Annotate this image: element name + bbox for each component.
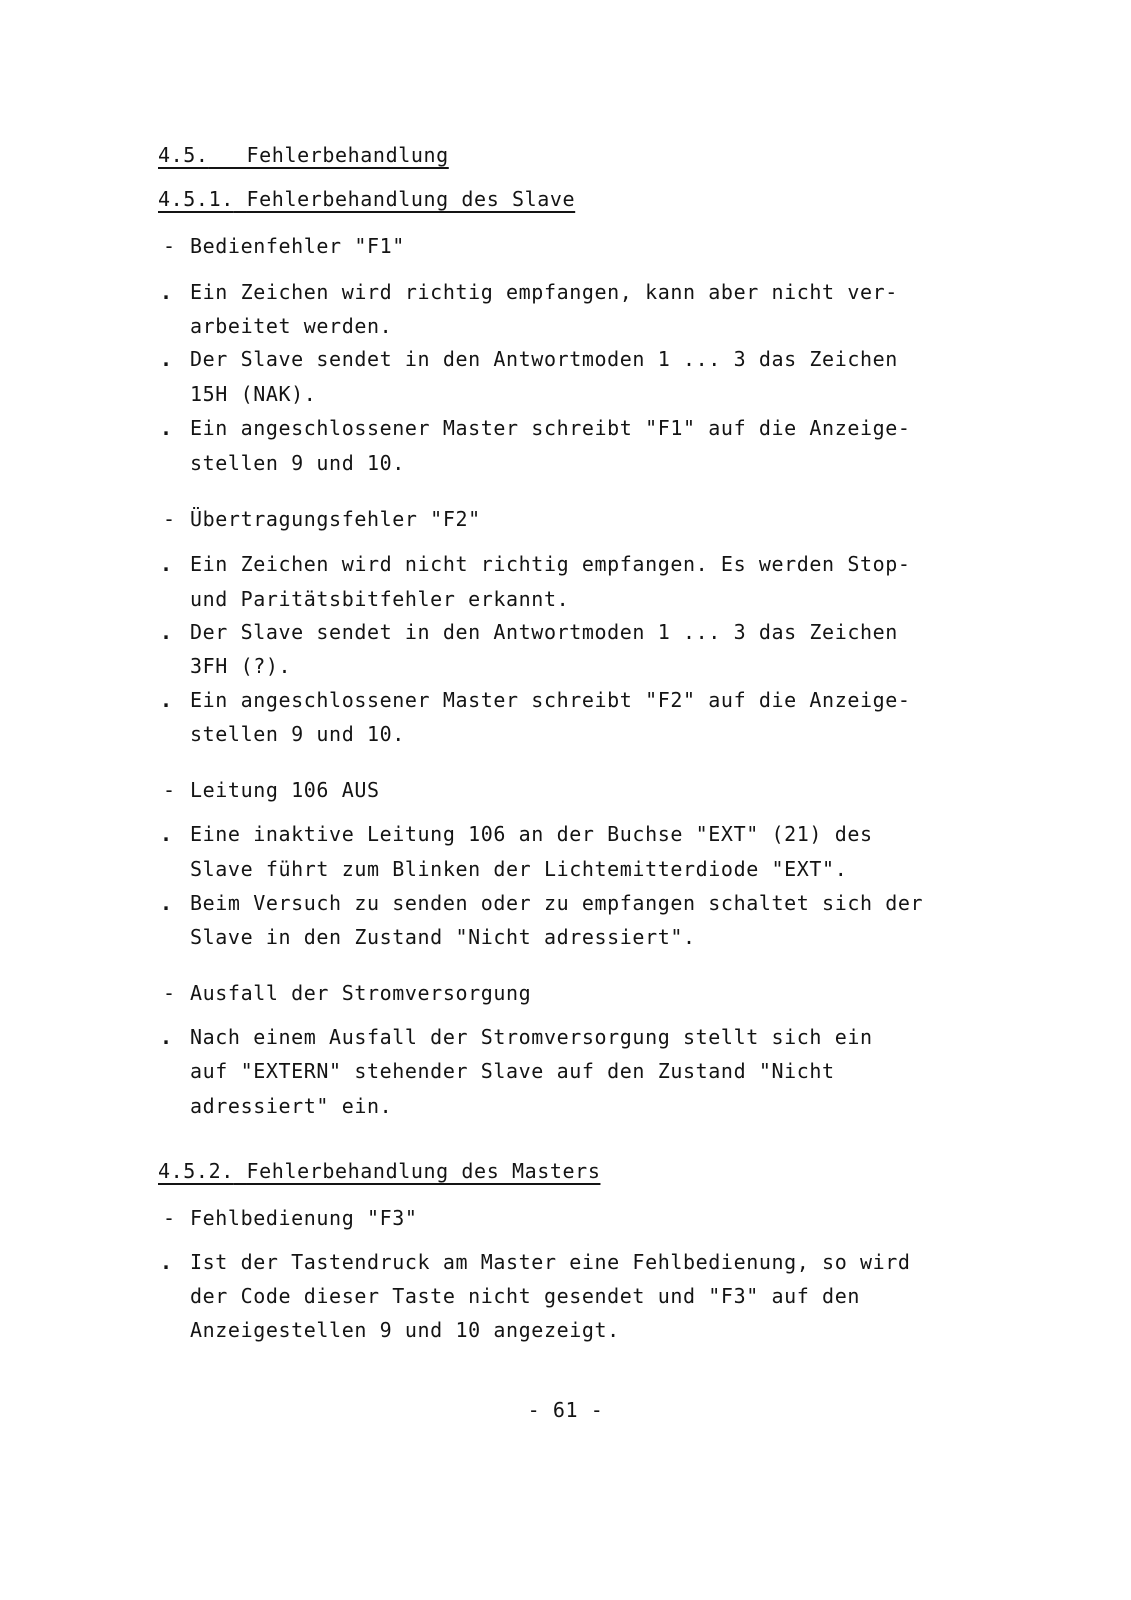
subsection-number: 4.5.2. [158,1159,234,1183]
dash-marker: - [163,981,176,1005]
item-line: arbeitet werden. [190,314,393,338]
bullet-marker: . [160,552,173,576]
bullet-marker: . [160,1025,173,1049]
section-heading [158,142,449,168]
group-heading: Leitung 106 AUS [190,778,380,802]
group-heading: Übertragungsfehler "F2" [190,507,481,531]
subsection-heading [158,186,575,212]
group-heading: Ausfall der Stromversorgung [190,981,532,1005]
section-number: 4.5. [158,143,209,167]
bullet-marker: . [160,822,173,846]
subsection-title: Fehlerbehandlung des Slave [246,187,576,211]
item-line: Slave in den Zustand "Nicht adressiert". [190,925,696,949]
item-line: Ein angeschlossener Master schreibt "F2" auf die Anzeige- [190,688,911,712]
dash-marker: - [163,778,176,802]
dash-marker: - [163,234,176,258]
bullet-marker: . [160,416,173,440]
bullet-marker: . [160,688,173,712]
item-line: stellen 9 und 10. [190,722,405,746]
item-line: Der Slave sendet in den Antwortmoden 1 ... 3 das Zeichen [190,347,898,371]
item-line: 15H (NAK). [190,382,317,406]
item-line: Nach einem Ausfall der Stromversorgung stellt sich ein [190,1025,873,1049]
item-line: 3FH (?). [190,654,292,678]
item-line: Anzeigestellen 9 und 10 angezeigt. [190,1318,620,1342]
bullet-marker: . [160,620,173,644]
item-line: Ein Zeichen wird nicht richtig empfangen. Es werden Stop- [190,552,911,576]
dash-marker: - [163,507,176,531]
item-line: Slave führt zum Blinken der Lichtemitterdiode "EXT". [190,857,848,881]
item-line: adressiert" ein. [190,1094,393,1118]
item-line: Ist der Tastendruck am Master eine Fehlbedienung, so wird [190,1250,911,1274]
page-number: - 61 - [527,1398,604,1422]
item-line: stellen 9 und 10. [190,451,405,475]
item-line: Ein Zeichen wird richtig empfangen, kann aber nicht ver- [190,280,898,304]
item-line: der Code dieser Taste nicht gesendet und "F3" auf den [190,1284,860,1308]
subsection-heading [158,1158,600,1184]
dash-marker: - [163,1206,176,1230]
subsection-number: 4.5.1. [158,187,234,211]
item-line: Eine inaktive Leitung 106 an der Buchse "EXT" (21) des [190,822,873,846]
group-heading: Bedienfehler "F1" [190,234,405,258]
bullet-marker: . [160,347,173,371]
item-line: Beim Versuch zu senden oder zu empfangen schaltet sich der [190,891,924,915]
bullet-marker: . [160,280,173,304]
bullet-marker: . [160,891,173,915]
item-line: Der Slave sendet in den Antwortmoden 1 ... 3 das Zeichen [190,620,898,644]
section-title: Fehlerbehandlung [246,143,449,167]
bullet-marker: . [160,1250,173,1274]
subsection-title: Fehlerbehandlung des Masters [246,1159,601,1183]
item-line: und Paritätsbitfehler erkannt. [190,587,570,611]
group-heading: Fehlbedienung "F3" [190,1206,418,1230]
item-line: Ein angeschlossener Master schreibt "F1" auf die Anzeige- [190,416,911,440]
item-line: auf "EXTERN" stehender Slave auf den Zustand "Nicht [190,1059,835,1083]
